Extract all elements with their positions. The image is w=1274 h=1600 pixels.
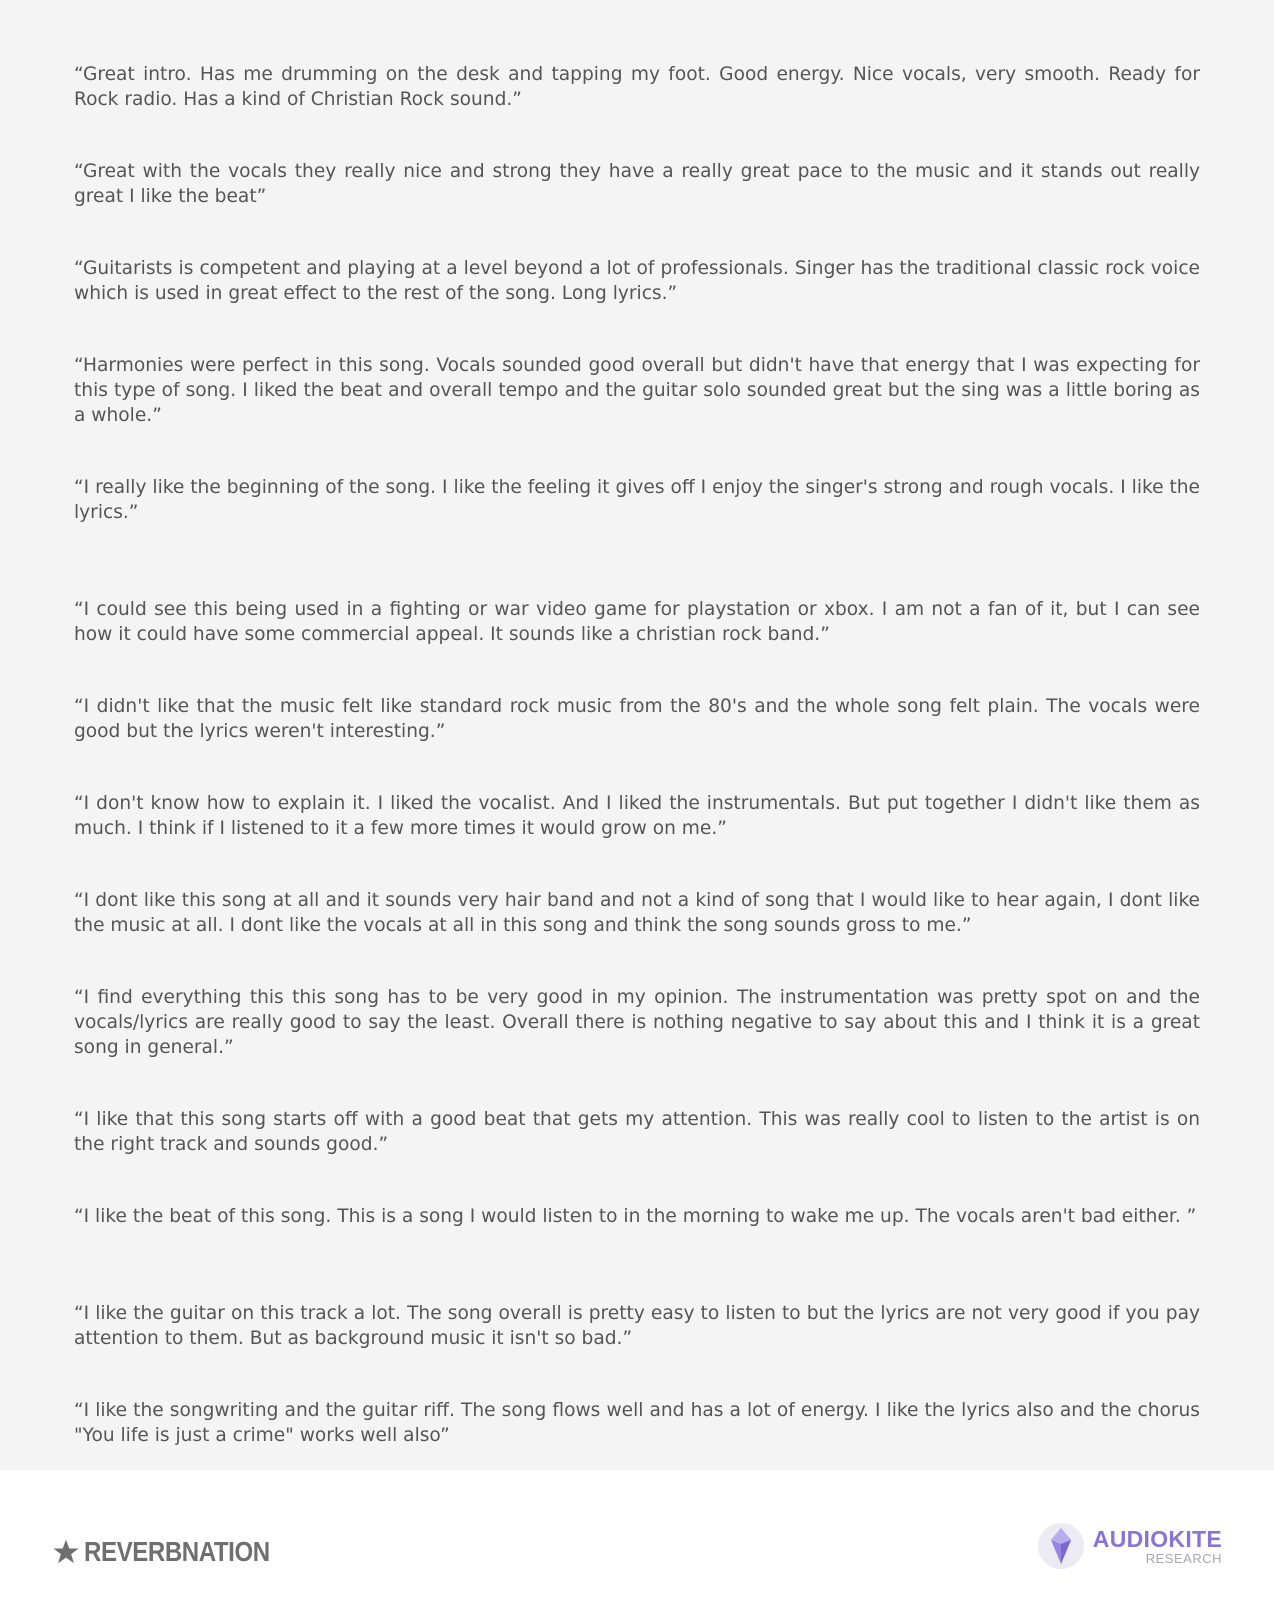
audiokite-logo [1037,1522,1222,1570]
audiokite-subtitle: RESEARCH [1145,1550,1222,1566]
comment-item: “I didn't like that the music felt like standard rock music from the 80's and the whole song felt plain. The vocals were good but the lyrics weren't interesting.” [74,696,1200,742]
reverbnation-wordmark: REVERBNATION [84,1536,270,1567]
comment-item: “I like the guitar on this track a lot. The song overall is pretty easy to listen to but the lyrics are not very good if you pay attention to them. But as background music it isn't so bad.” [74,1303,1200,1349]
comment-item: “I dont like this song at all and it sounds very hair band and not a kind of song that I would like to hear again, I dont like the music at all. I dont like the vocals at all in this song and think the song sounds gross to me.” [74,890,1200,936]
comment-item: “Harmonies were perfect in this song. Vocals sounded good overall but didn't have that energy that I was expecting for this type of song. I liked the beat and overall tempo and the guitar solo sounded great but the sing was a little boring as a whole.” [74,355,1200,426]
kite-icon [1037,1522,1085,1570]
comment-item: “Guitarists is competent and playing at a level beyond a lot of professionals. Singer has the traditional classic rock voice which is used in great effect to the rest of the song. Long lyrics.” [74,258,1200,304]
comment-item: “I like the beat of this song. This is a song I would listen to in the morning to wake me up. The vocals aren't bad either. ” [74,1206,1197,1227]
audiokite-name: AUDIOKITE [1092,1525,1222,1552]
comment-item: “I really like the beginning of the song. I like the feeling it gives off I enjoy the singer's strong and rough vocals. I like the lyrics.” [74,477,1200,523]
comment-item: “I like that this song starts off with a good beat that gets my attention. This was really cool to listen to the artist is on the right track and sounds good.” [74,1109,1200,1155]
comment-item: “Great with the vocals they really nice and strong they have a really great pace to the music and it stands out really great I like the beat” [74,161,1200,207]
comment-list [0,62,1274,1545]
comment-item: “I could see this being used in a fighting or war video game for playstation or xbox. I am not a fan of it, but I can see how it could have some commercial appeal. It sounds like a christian rock band.” [74,599,1200,645]
comment-item: “I find everything this this song has to be very good in my opinion. The instrumentation was pretty spot on and the vocals/lyrics are really good to say the least. Overall there is nothing negative to say about this and I think it is a great song in general.” [74,987,1200,1058]
comment-item: “I don't know how to explain it. I liked the vocalist. And I liked the instrumentals. But put together I didn't like them as much. I think if I listened to it a few more times it would grow on me.” [74,793,1200,839]
comment-item: “I like the songwriting and the guitar riff. The song flows well and has a lot of energy. I like the lyrics also and the chorus "You life is just a crime" works well also” [74,1400,1200,1446]
audiokite-wordmark [1092,1525,1222,1566]
page-footer [0,1470,1274,1600]
reverbnation-logo [52,1536,300,1568]
star-icon [52,1538,80,1566]
comment-item: “Great intro. Has me drumming on the desk and tapping my foot. Good energy. Nice vocals, very smooth. Ready for Rock radio. Has a kind of Christian Rock sound.” [74,64,1200,110]
